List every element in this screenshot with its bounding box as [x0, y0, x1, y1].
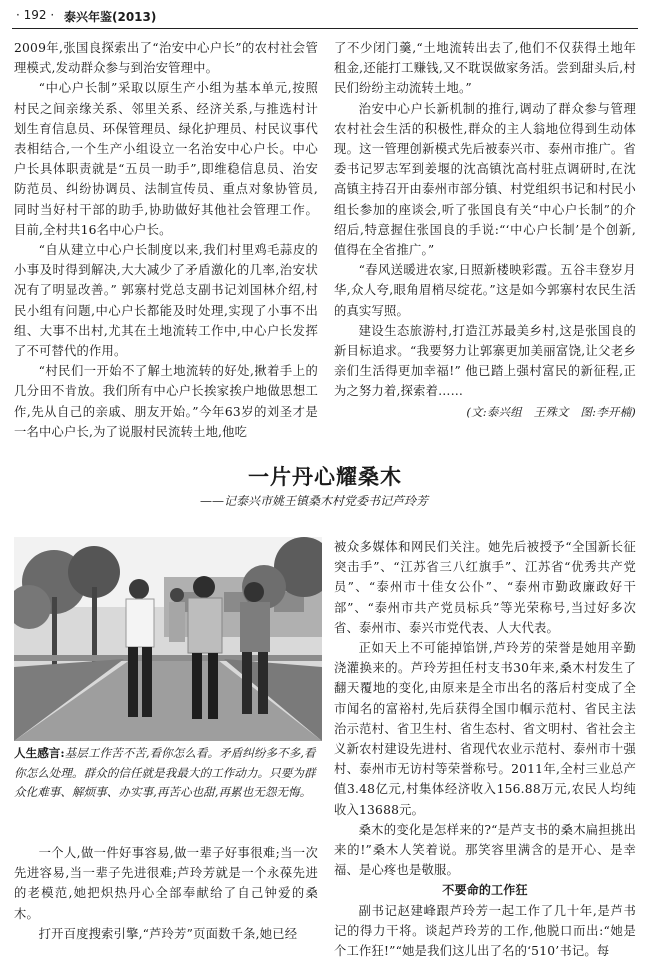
paragraph: 治安中心户长新机制的推行,调动了群众参与管理农村社会生活的积极性,群众的主人翁地位得到生动体现。这一管理创新模式先后被泰兴市、泰州市推广。省委书记罗志军到姜堰的沈高镇沈高村驻点调研时,在沈高镇主持召开由泰州市部分镇、村党组织书记和村民小组长参加的座谈会,听了张国良有关“中心户长制”的介绍后,特意握住张国良的手说:“‘中心户长制’是个创新,值得在全省推广。”: [334, 101, 636, 258]
paragraph: “中心户长制”采取以原生产小组为基本单元,按照村民之间亲缘关系、邻里关系、经济关系,与推选村计划生育信息员、环保管理员、绿化护理员、村民议事代表相结合,一个生产小组设立一名治安中心户长。中心户长具体职责就是“五员一助手”,即维稳信息员、治安防范员、纠纷协调员、法制宣传员、重点对象协管员,同时当好村干部的助手,协助做好其他社会管理工作。目前,全村共16名中心户长。: [14, 81, 318, 237]
header-rule: [12, 28, 638, 29]
paragraph: 一个人,做一件好事容易,做一辈子好事很难;当一次先进容易,当一辈子先进很难;芦玲芳就是一个永葆先进的老模范,她把炽热丹心全部奉献给了自己钟爱的桑木。: [14, 846, 318, 921]
article-title: 一片丹心耀桑木: [248, 465, 402, 489]
photo-credit: (文:泰兴组 王殊文 图:李开楠): [466, 404, 636, 419]
bottom-left-column: [14, 843, 318, 944]
caption-label: 人生感言:: [14, 746, 65, 760]
paragraph: 了不少闭门羹,“土地流转出去了,他们不仅获得土地年租金,还能打工赚钱,又不耽误做家务活。尝到甜头后,村民们纷纷主动流转土地。”: [334, 41, 636, 96]
paragraph: 桑木的变化是怎样来的?“是芦支书的桑木扁担挑出来的!”桑木人笑着说。那笑容里满含的是开心、是幸福、是心疼也是敬服。: [334, 822, 636, 878]
paragraph: 打开百度搜索引擎,“芦玲芳”页面数千条,她已经: [38, 926, 298, 941]
paragraph: “村民们一开始不了解土地流转的好处,揪着手上的几分田不肯放。我们所有中心户长挨家挨户地做思想工作,先从自己的亲戚、朋友开始。”今年63岁的刘圣才是一名中心户长,为了说服村民流转土地,他吃: [14, 364, 318, 439]
paragraph: 正如天上不可能掉馅饼,芦玲芳的荣誉是她用辛勤浇灌换来的。芦玲芳担任村支书30年来,桑木村发生了翻天覆地的变化,由原来是全市出名的落后村变成了全市闻名的富裕村,先后获得全国巾帼示范村、省民主法治示范村、省卫生村、省生态村、省文明村、省社会主义新农村建设先进村、省现代农业示范村、泰州市十强村、泰州市无访村等荣誉称号。2011年,全村三业总产值3.48亿元,村集体经济收入156.88万元,农民人均纯收入13688元。: [334, 641, 636, 817]
page-header: [12, 6, 638, 26]
paragraph: “春风送暖进农家,日照新楼映彩霞。五谷丰登岁月华,众人夸,眼角眉梢尽绽花。”这是如今郭寨村农民生活的真实写照。: [334, 263, 636, 318]
people-walking-photo: [14, 537, 322, 741]
paragraph: 被众多媒体和网民们关注。她先后被授予“全国新长征突击手”、“江苏省三八红旗手”、江苏省“优秀共产党员”、“泰州市十佳女公仆”、“泰州市勤政廉政好干部”、“泰州市共产党员标兵”等光荣称号,当过好多次省、泰州市、泰兴市党代表、人大代表。: [334, 540, 636, 635]
article-subtitle: ——记泰兴市姚王镇桑木村党委书记芦玲芳: [200, 494, 429, 508]
paragraph: 2009年,张国良探索出了“治安中心户长”的农村社会管理模式,发动群众参与到治安管理中。: [14, 41, 318, 76]
paragraph: 副书记赵建峰跟芦玲芳一起工作了几十年,是芦书记的得力干将。谈起芦玲芳的工作,他脱口而出:“她是个工作狂!”“她是我们这儿出了名的‘510’书记。每: [334, 903, 636, 959]
paragraph: 建设生态旅游村,打造江苏最美乡村,这是张国良的新目标追求。“我要努力让郭寨更加美丽富饶,让父老乡亲们生活得更加幸福!” 他已踏上强村富民的新征程,正为之努力着,探索着……: [334, 323, 636, 399]
bottom-right-column: [334, 537, 636, 961]
caption-text: 基层工作苦不苦,看你怎么看。矛盾纠纷多不多,看你怎么处理。群众的信任就是我最大的工作动力。只要为群众化难事、解烦事、办实事,再苦心也甜,再累也无怨无悔。: [14, 746, 316, 799]
paragraph: “自从建立中心户长制度以来,我们村里鸡毛蒜皮的小事及时得到解决,大大减少了矛盾激化的几率,治安状况有了明显改善。” 郭寨村党总支副书记刘国林介绍,村民小组有问题,中心户长都能及时处理,实现了小事不出组、大事不出村,尤其在土地流转工作中,中心户长发挥了不可替代的作用。: [14, 243, 318, 359]
top-left-column: [14, 38, 318, 442]
photo-caption: [14, 744, 322, 803]
top-right-column: [334, 38, 636, 422]
section-heading: 不要命的工作狂: [442, 883, 528, 898]
page-number: · 192 ·: [16, 8, 55, 22]
article-photo: [14, 537, 322, 741]
publication-title: 泰兴年鉴(2013): [64, 10, 157, 24]
